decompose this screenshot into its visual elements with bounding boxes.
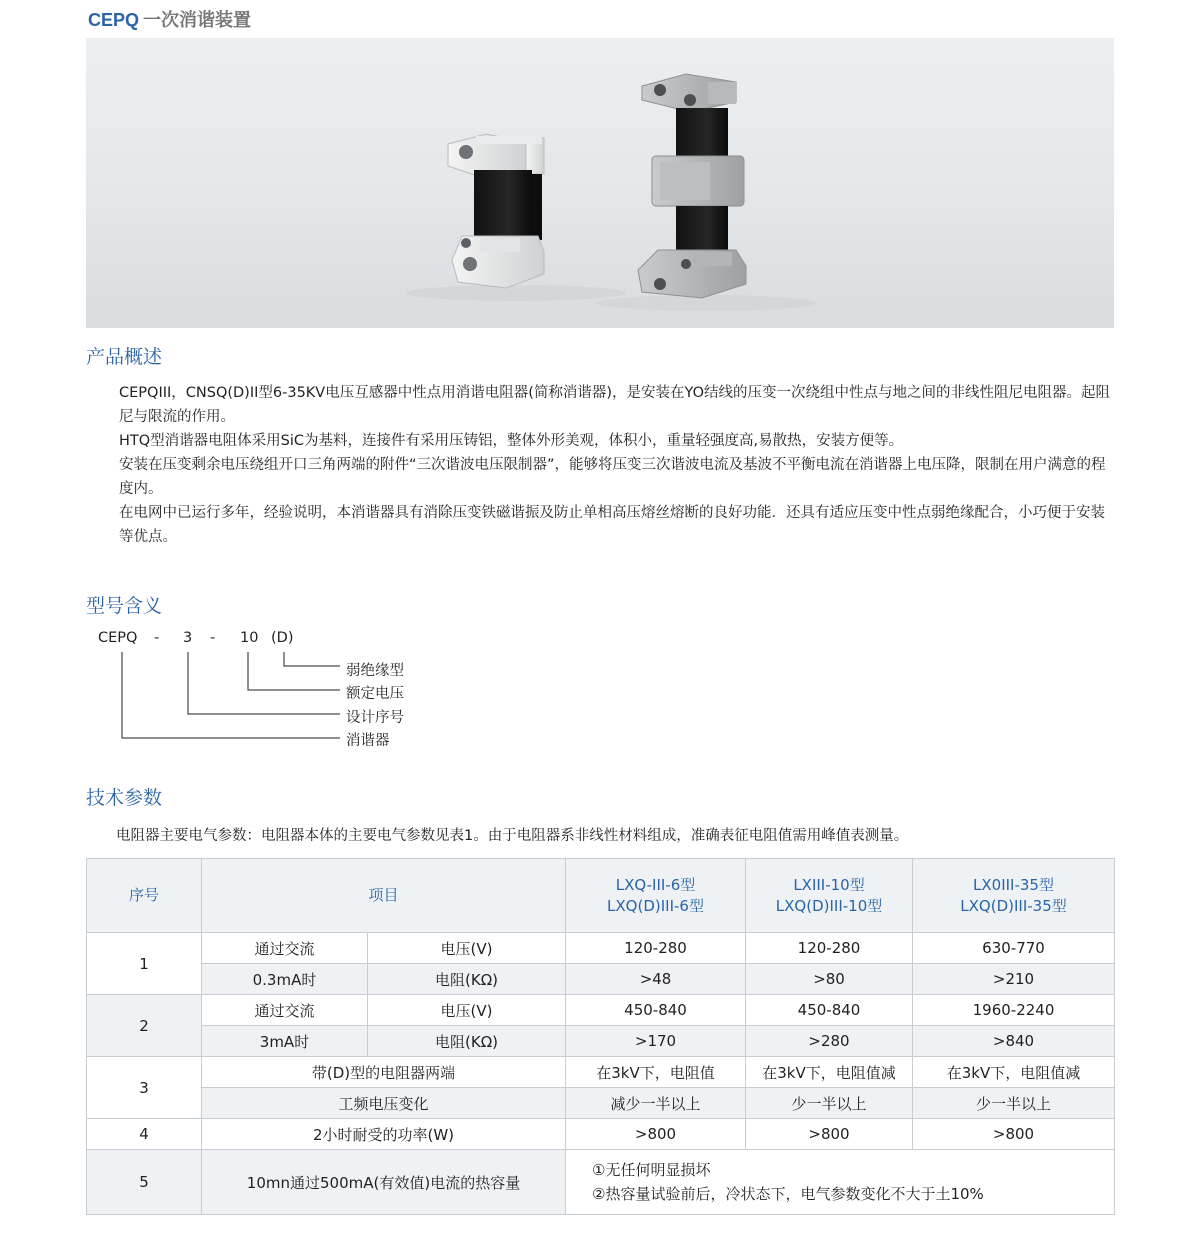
header-model-35kv [913,859,1115,933]
row1-a-6kv: 120-280 [566,933,746,964]
title-brand: CEPQ [88,10,140,30]
overview-paragraph-1: CEPQIII，CNSQ(D)II型6-35KV电压互感器中性点用消谐电阻器(简称消谐器)，是安装在YO结线的压变一次绕组中性点与地之间的非线性阻尼电阻器。起阻尼与限流的作用。 [119,385,1111,425]
header-35kv-line-1: LX0III-35型 [973,875,1054,894]
model-meaning-device: 消谐器 [346,733,390,749]
row2-b-6kv: >170 [566,1026,746,1057]
header-10kv-line-1: LXIII-10型 [793,875,865,894]
table-row [87,1119,1115,1150]
row1-a-35kv: 630-770 [913,933,1115,964]
row1-b-35kv: >210 [913,964,1115,995]
table-intro: 电阻器主要电气参数：电阻器本体的主要电气参数见表1。由于电阻器系非线性材料组成，准确表征电阻值需用峰值表测量。 [116,828,909,844]
model-code-variant: (D) [271,630,294,646]
row3-item-a: 带(D)型的电阻器两端 [202,1057,566,1088]
row1-param-b: 电阻(KΩ) [368,964,566,995]
row2-param-b: 电阻(KΩ) [368,1026,566,1057]
row4-item: 2小时耐受的功率(W) [202,1119,566,1150]
section-title-model: 型号含义 [86,595,163,617]
row3-a-6kv: 在3kV下，电阻值 [566,1057,746,1088]
row1-a-10kv: 120-280 [746,933,913,964]
row3-item-b: 工频电压变化 [202,1088,566,1119]
row4-seq: 4 [87,1119,202,1150]
table-row [87,933,1115,964]
resistor-illustration [86,38,1114,328]
overview-paragraph-3: 安装在压变剩余电压绕组开口三角两端的附件“三次谐波电压限制器”，能够将压变三次谐波电流及基波不平衡电流在消谐器上电压降，限制在用户满意的程度内。 [119,457,1106,497]
small-resistor [448,134,544,288]
table-row [87,1026,1115,1057]
row2-a-35kv: 1960-2240 [913,995,1115,1026]
model-code-dash-1: - [154,630,160,646]
row4-6kv: >800 [566,1119,746,1150]
overview-text [88,381,1116,549]
table-header-row [87,859,1115,933]
row5-note-2: ②热容量试验前后，冷状态下，电气参数变化不大于土10% [592,1185,984,1203]
row5-item: 10mn通过500mA(有效值)电流的热容量 [202,1150,566,1215]
row2-param-a: 电压(V) [368,995,566,1026]
table-row [87,995,1115,1026]
row4-35kv: >800 [913,1119,1115,1150]
model-meaning-insulation: 弱绝缘型 [346,663,404,679]
row2-a-10kv: 450-840 [746,995,913,1026]
header-seq: 序号 [87,859,202,933]
spec-table [86,858,1115,1215]
table-row [87,1088,1115,1119]
row5-seq: 5 [87,1150,202,1215]
table-row [87,1057,1115,1088]
row2-a-6kv: 450-840 [566,995,746,1026]
overview-paragraph-4: 在电网中已运行多年，经验说明，本消谐器具有消除压变铁磁谐振及防止单相高压熔丝熔断的良好功能．还具有适应压变中性点弱绝缘配合，小巧便于安装等优点。 [119,505,1105,545]
table-row [87,964,1115,995]
row2-cond-b: 3mA时 [202,1026,368,1057]
table-row [87,1150,1115,1215]
section-title-overview: 产品概述 [86,346,163,368]
row3-b-6kv: 减少一半以上 [566,1088,746,1119]
header-6kv-line-1: LXQ-III-6型 [615,875,696,894]
row2-seq: 2 [87,995,202,1057]
model-code-design: 3 [183,630,193,646]
header-item: 项目 [202,859,566,933]
row4-10kv: >800 [746,1119,913,1150]
row5-note-1: ①无任何明显损坏 [592,1161,711,1179]
model-meaning-design: 设计序号 [346,710,404,726]
large-resistor [638,74,746,298]
model-meaning-voltage: 额定电压 [346,686,404,702]
header-model-6kv [566,859,746,933]
row3-a-35kv: 在3kV下，电阻值减 [913,1057,1115,1088]
row2-cond-a: 通过交流 [202,995,368,1026]
product-photo [86,38,1114,328]
overview-paragraph-2: HTQ型消谐器电阻体采用SiC为基料，连接件有采用压铸铝，整体外形美观，体积小，重量轻强度高,易散热，安装方便等。 [119,433,904,449]
row5-notes [566,1150,1115,1215]
row2-b-35kv: >840 [913,1026,1115,1057]
row3-b-35kv: 少一半以上 [913,1088,1115,1119]
row3-seq: 3 [87,1057,202,1119]
header-model-10kv [746,859,913,933]
title-text: 一次消谐装置 [143,10,252,31]
row1-param-a: 电压(V) [368,933,566,964]
header-6kv-line-2: LXQ(D)III-6型 [607,896,704,915]
section-title-tech: 技术参数 [86,787,163,809]
header-35kv-line-2: LXQ(D)III-35型 [960,896,1067,915]
row3-a-10kv: 在3kV下，电阻值减 [746,1057,913,1088]
model-code-voltage: 10 [240,630,259,646]
row2-b-10kv: >280 [746,1026,913,1057]
row3-b-10kv: 少一半以上 [746,1088,913,1119]
model-code-series: CEPQ [98,630,138,646]
row1-cond-b: 0.3mA时 [202,964,368,995]
model-code-connectors [88,628,508,758]
header-10kv-line-2: LXQ(D)III-10型 [775,896,883,915]
row1-b-6kv: >48 [566,964,746,995]
row1-cond-a: 通过交流 [202,933,368,964]
document-title [88,6,251,32]
model-code-diagram [88,628,508,758]
row1-seq: 1 [87,933,202,995]
model-code-dash-2: - [210,630,216,646]
row1-b-10kv: >80 [746,964,913,995]
